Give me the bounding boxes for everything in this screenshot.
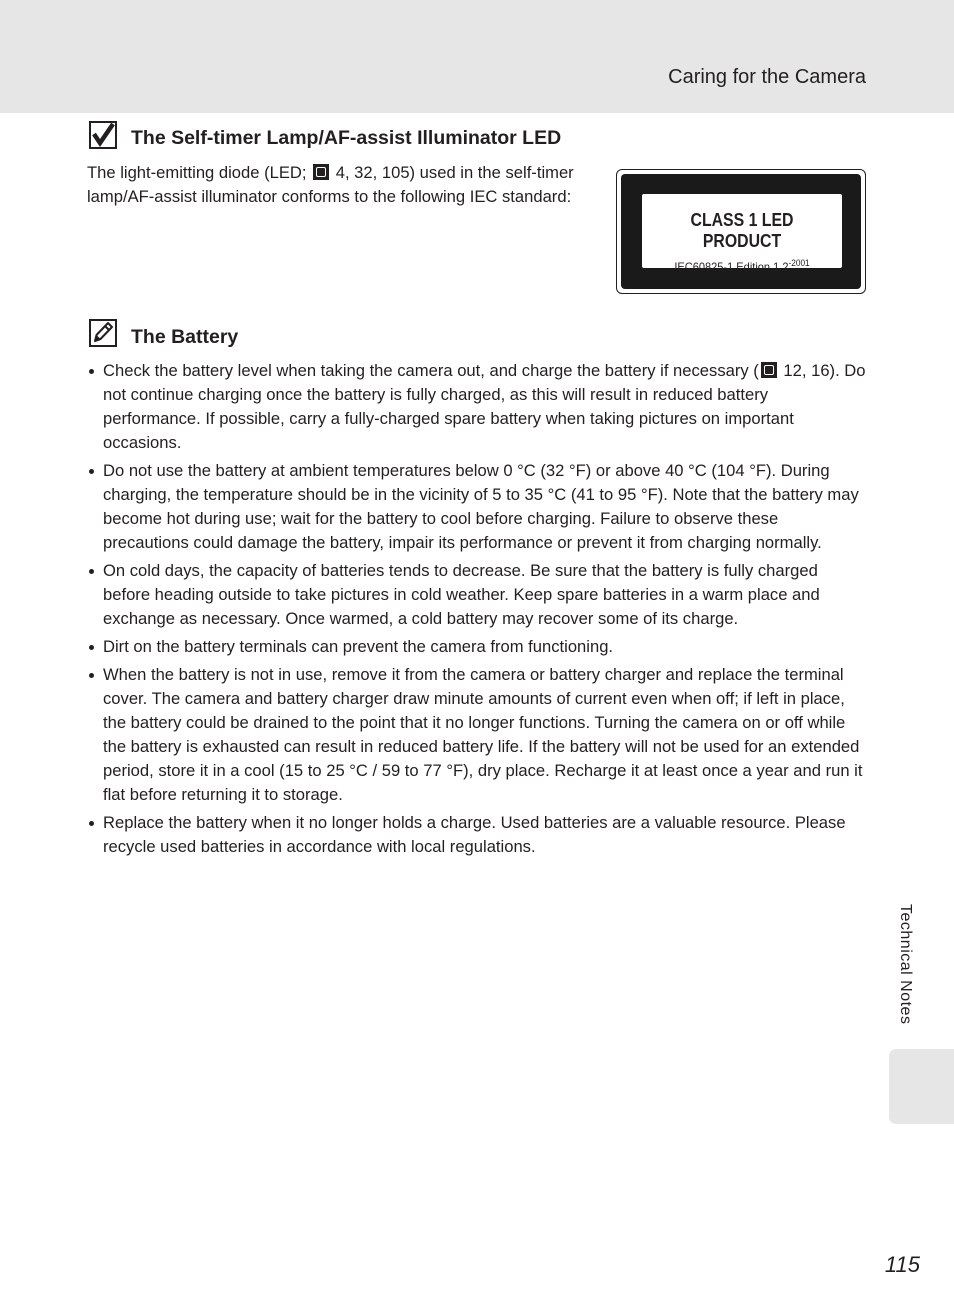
pencil-note-icon [89,319,117,347]
led-paragraph [87,161,602,209]
label-sub-text [650,258,834,274]
bullet-text: 12, 16). Do not continue charging once the battery is fully charged, as this will result in reduced battery performance. If possible, carry a fully-charged spare battery when taking pictures on important occasions. [103,361,866,452]
list-item: Do not use the battery at ambient temperatures below 0 °C (32 °F) or above 40 °C (104 °F). During charging, the temperature should be in the vicinity of 5 to 35 °C (41 to 95 °F). Note that the battery may become hot during use; wait for the battery to cool before charging. Failure to observe these precautions could damage the battery, impair its performance or prevent it from charging normally. [87,459,867,555]
header-band [0,0,954,113]
side-tab-label: Technical Notes [897,904,914,1025]
list-item: On cold days, the capacity of batteries tends to decrease. Be sure that the battery is fully charged before heading outside to take pictures in cold weather. Keep spare batteries in a warm place and exchange as necessary. Once warmed, a cold battery may recover some of its charge. [87,559,867,631]
list-item: When the battery is not in use, remove it from the camera or battery charger and replace the terminal cover. The camera and battery charger draw minute amounts of current even when off; if left in place, the battery could be drained to the point that it no longer functions. Turning the camera on or off while the battery is exhausted can result in reduced battery life. If the battery will not be used for an extended period, store it in a cool (15 to 25 °C / 59 to 77 °F), dry place. Recharge it at least once a year and run it flat before returning it to storage. [87,663,867,807]
list-item [87,359,867,455]
class1-led-label [616,169,866,294]
label-standard: IEC60825-1 Edition 1.2 [674,260,789,274]
led-section-heading: The Self-timer Lamp/AF-assist Illuminator LED [131,127,562,149]
label-edition-year: -2001 [788,258,810,268]
led-paragraph-text-2: 4, 32, 105) used in the self-timer lamp/AF-assist illuminator conforms to the following IEC standard: [87,163,574,206]
list-item: Dirt on the battery terminals can prevent the camera from functioning. [87,635,867,659]
bullet-text: Check the battery level when taking the camera out, and charge the battery if necessary ( [103,361,759,380]
label-plate [642,194,842,274]
battery-bullet-list [87,359,867,863]
label-border [621,174,861,289]
section-title: Caring for the Camera [668,66,866,88]
led-paragraph-text-1: The light-emitting diode (LED; [87,163,312,182]
battery-section-heading: The Battery [131,326,239,348]
side-tab[interactable] [889,1049,954,1124]
label-main-text: CLASS 1 LED PRODUCT [690,210,794,251]
page-reference-icon [313,164,329,180]
list-item: Replace the battery when it no longer holds a charge. Used batteries are a valuable resource. Please recycle used batteries in accordance with local regulations. [87,811,867,859]
checkmark-icon [89,121,117,149]
page-number: 115 [884,1252,920,1277]
page-reference-icon [761,362,777,378]
